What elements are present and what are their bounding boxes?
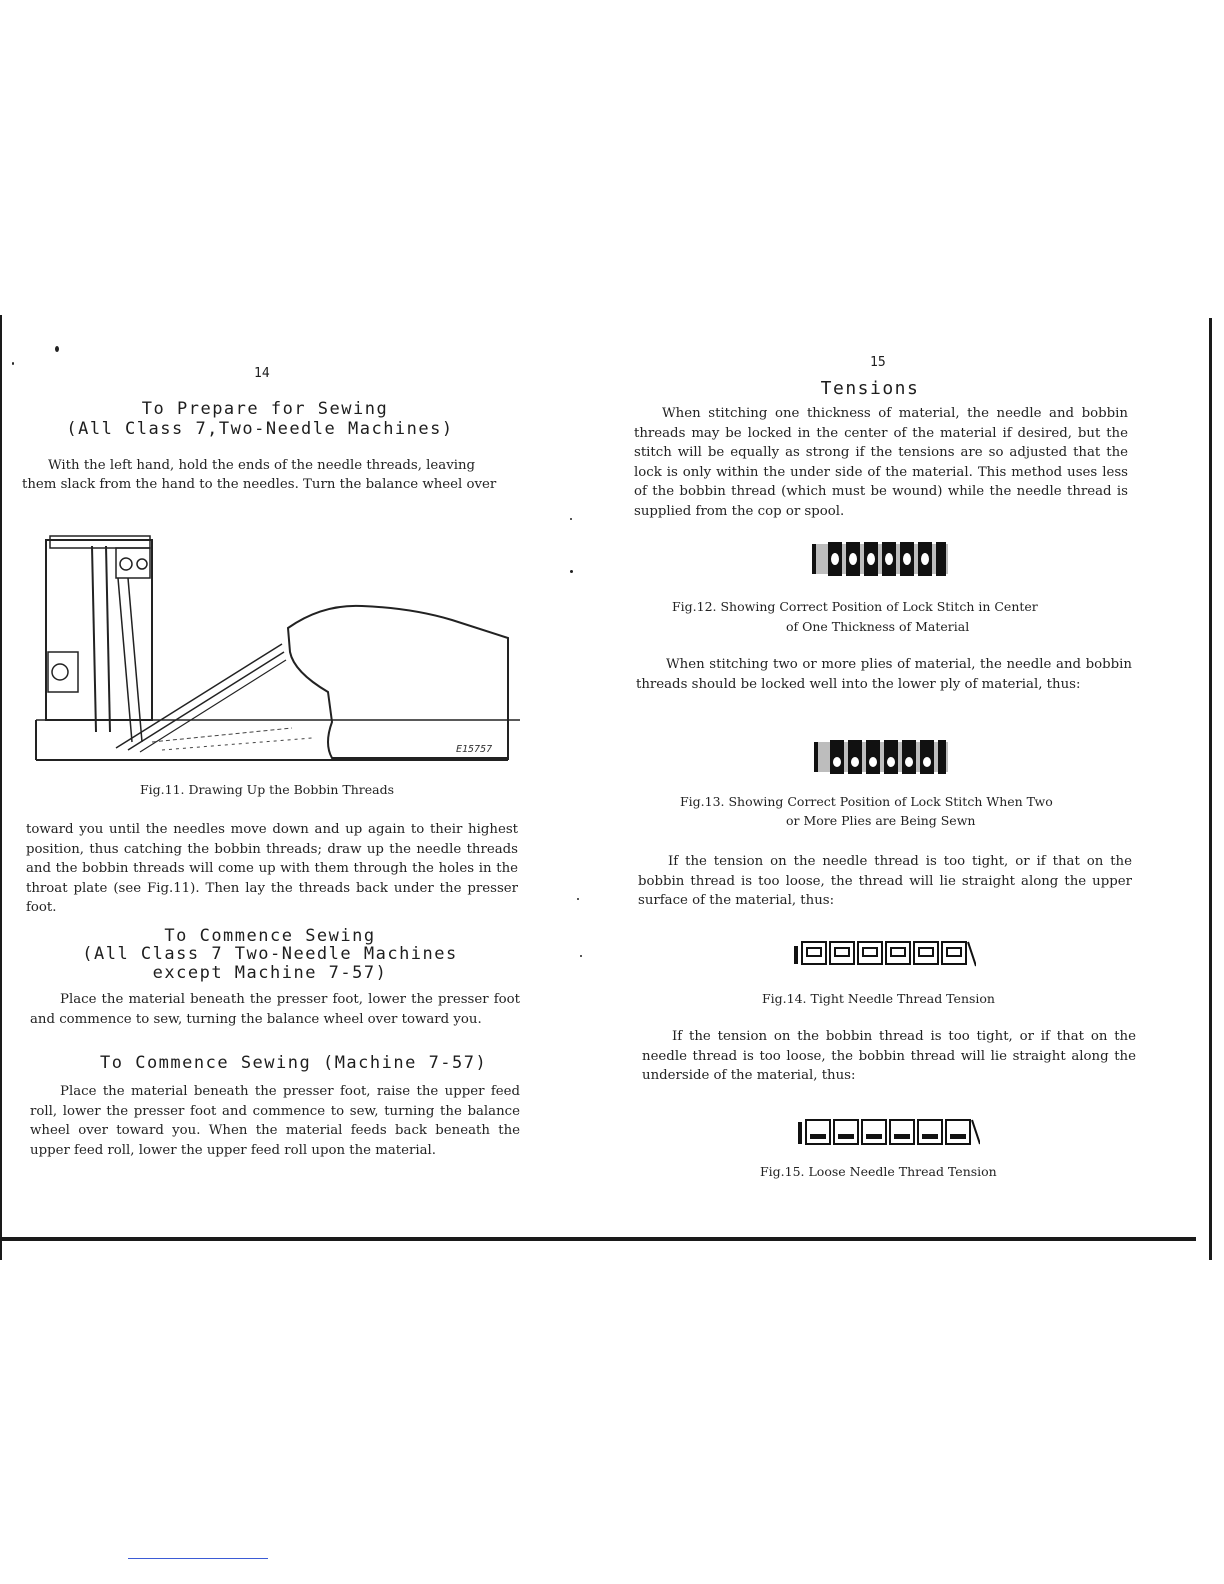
fig11-code-label: E15757: [456, 744, 493, 755]
heading-commence-sewing: To Commence Sewing: [164, 926, 376, 946]
heading-commence-sewing-sub1: (All Class 7 Two-Needle Machines: [82, 944, 458, 964]
scan-speck: [570, 518, 572, 520]
heading-prepare-sewing-sub: (All Class 7,Two-Needle Machines): [66, 419, 454, 439]
bottom-rule: [0, 1237, 1196, 1241]
heading-tensions: Tensions: [820, 378, 920, 399]
para-right-3: If the tension on the needle thread is too tight, or if that on the bobbin thread is too loose, the thread will lie straight along the upper surface of the material, thus:: [638, 854, 1132, 908]
scan-speck: [12, 362, 14, 365]
para-right-1: When stitching one thickness of material, the needle and bobbin threads may be locked in the center of the material if desired, but the stitch will be equally as strong if the tensions are so adjusted that the lock is only within the under side of the material. This method uses less of the bobbin thread (which must be wound) while the needle thread is supplied from the cop or spool.: [634, 406, 1128, 519]
fig12-caption-line2: of One Thickness of Material: [786, 619, 970, 634]
scan-speck: [570, 570, 573, 573]
para-left-2: toward you until the needles move down and up again to their highest position, thus catching the bobbin threads; draw up the needle threads and the bobbin threads will come up with them through the holes in the throat plate (see Fig.11). Then lay the threads back under the presser foot.: [26, 822, 518, 915]
blue-underline-artifact: [128, 1558, 268, 1559]
fig12-caption-line1: Fig.12. Showing Correct Position of Lock Stitch in Center: [672, 599, 1038, 614]
heading-commence-sewing-sub2: except Machine 7-57): [152, 963, 388, 983]
fig14-caption: Fig.14. Tight Needle Thread Tension: [762, 991, 995, 1006]
para-left-3: Place the material beneath the presser foot, lower the presser foot and commence to sew, turning the balance wheel over toward you.: [30, 992, 520, 1027]
fig14-stitch-image: [792, 936, 976, 970]
heading-commence-sewing-7-57: To Commence Sewing (Machine 7-57): [100, 1053, 488, 1073]
page-number-right: 15: [870, 355, 886, 370]
right-page-edge: [1209, 318, 1212, 1260]
para-right-4: If the tension on the bobbin thread is too tight, or if that on the needle thread is too loose, the bobbin thread will lie straight along the underside of the material, thus:: [642, 1029, 1136, 1083]
left-page-edge: [0, 315, 2, 1260]
fig15-caption: Fig.15. Loose Needle Thread Tension: [760, 1164, 997, 1179]
para-right-2: When stitching two or more plies of material, the needle and bobbin threads should be locked well into the lower ply of material, thus:: [636, 657, 1132, 692]
scan-speck: [577, 898, 579, 900]
fig15-stitch-image: [796, 1114, 980, 1148]
fig13-stitch-image: [812, 736, 950, 776]
fig11-caption: Fig.11. Drawing Up the Bobbin Threads: [140, 782, 394, 797]
fig11-illustration: [32, 532, 520, 768]
para-left-4: Place the material beneath the presser foot, raise the upper feed roll, lower the presser foot and commence to sew, turning the balance wheel over toward you. When the material feeds back beneath the upper feed roll, lower the upper feed roll upon the material.: [30, 1084, 520, 1158]
fig12-stitch-image: [810, 538, 950, 578]
scan-speck: [580, 955, 582, 957]
fig13-caption-line1: Fig.13. Showing Correct Position of Lock Stitch When Two: [680, 794, 1053, 809]
para-left-1-line1: With the left hand, hold the ends of the needle threads, leaving: [48, 458, 476, 473]
page-number-left: 14: [254, 366, 270, 381]
para-left-1-line2: them slack from the hand to the needles. Turn the balance wheel over: [22, 477, 497, 492]
heading-prepare-sewing: To Prepare for Sewing: [141, 399, 389, 419]
scan-speck: [55, 346, 59, 352]
fig13-caption-line2: or More Plies are Being Sewn: [786, 813, 976, 828]
